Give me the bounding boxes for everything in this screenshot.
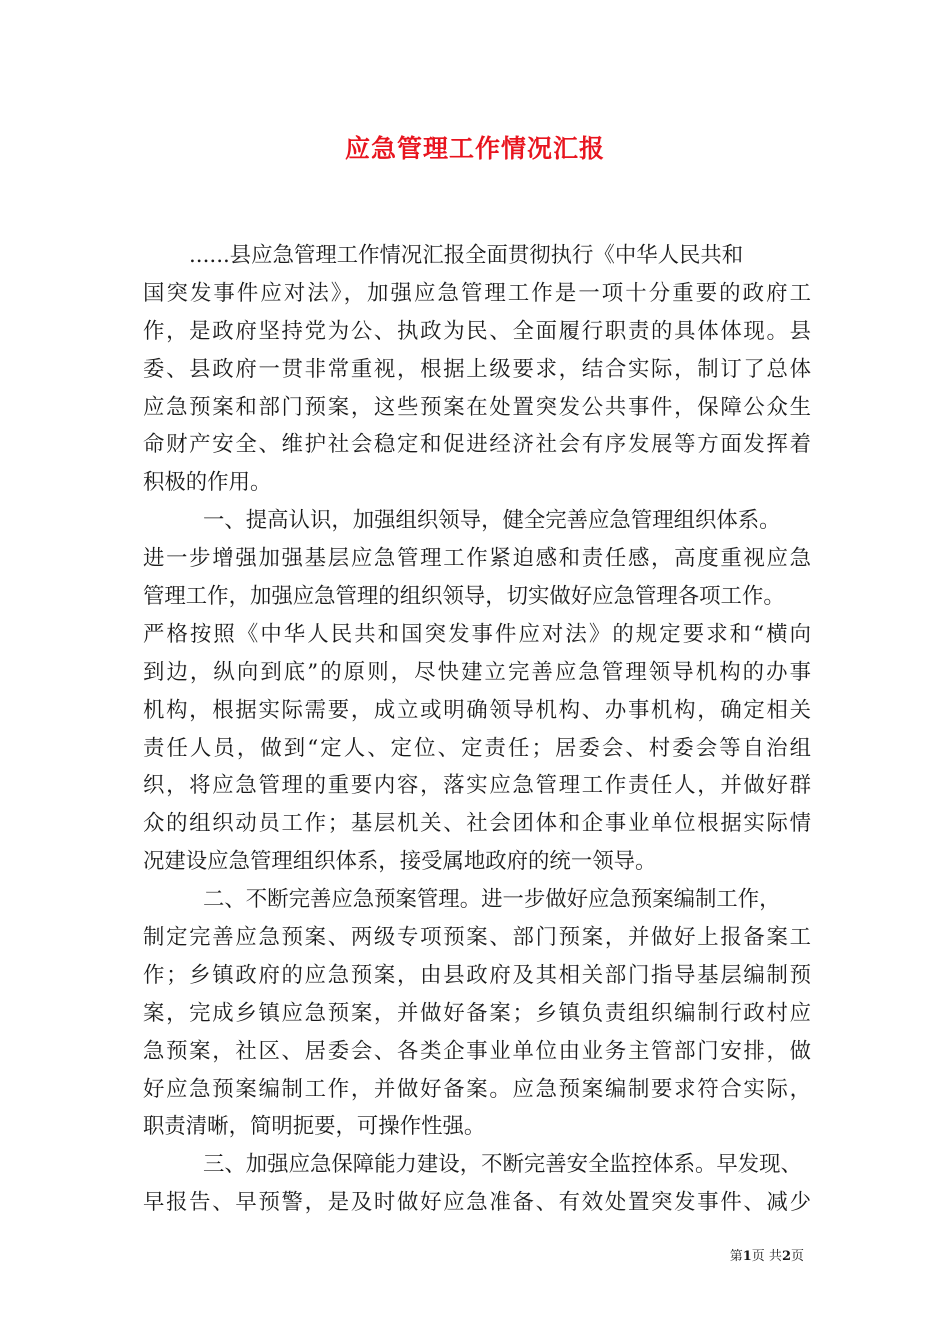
document-body (143, 237, 811, 1222)
section-two-line: 制定完善应急预案、两级专项预案、部门预案，并做好上报备案工 (143, 925, 811, 951)
total-pages-number: 2 (781, 1249, 791, 1264)
section-one-line: 机构，根据实际需要，成立或明确领导机构、办事机构，确定相关 (143, 697, 811, 723)
section-one-heading: 一、提高认识，加强组织领导，健全完善应急管理组织体系。 (203, 508, 781, 534)
section-two-line: 好应急预案编制工作，并做好备案。应急预案编制要求符合实际， (143, 1076, 811, 1102)
section-one-line: 况建设应急管理组织体系，接受属地政府的统一领导。 (143, 849, 657, 875)
document-title: 应急管理工作情况汇报 (344, 134, 605, 163)
page-number-middle: 页 共 (751, 1249, 782, 1264)
section-two-heading: 二、不断完善应急预案管理。进一步做好应急预案编制工作， (203, 887, 781, 913)
page-number-suffix: 页 (790, 1249, 804, 1264)
intro-line: 国突发事件应对法》，加强应急管理工作是一项十分重要的政府工 (143, 280, 811, 306)
section-one-line: 管理工作，加强应急管理的组织领导，切实做好应急管理各项工作。 (143, 584, 785, 610)
intro-line: 积极的作用。 (143, 470, 272, 496)
section-two-line: 案，完成乡镇应急预案，并做好备案；乡镇负责组织编制行政村应 (143, 1000, 811, 1026)
section-one-line: 严格按照《中华人民共和国突发事件应对法》的规定要求和“横向 (143, 621, 811, 647)
section-two-line: 职责清晰，简明扼要，可操作性强。 (143, 1114, 486, 1140)
intro-line: ......县应急管理工作情况汇报全面贯彻执行《中华人民共和 (189, 243, 744, 268)
page-number-prefix: 第 (729, 1249, 743, 1264)
intro-line: 应急预案和部门预案，这些预案在处置突发公共事件，保障公众生 (143, 394, 811, 420)
intro-line: 委、县政府一贯非常重视，根据上级要求，结合实际，制订了总体 (143, 356, 811, 382)
section-one-line: 织，将应急管理的重要内容，落实应急管理工作责任人，并做好群 (143, 773, 811, 799)
section-one-line: 进一步增强加强基层应急管理工作紧迫感和责任感，高度重视应急 (143, 546, 811, 572)
section-one-line: 责任人员，做到“定人、定位、定责任；居委会、村委会等自治组 (143, 735, 811, 761)
section-one-line: 众的组织动员工作；基层机关、社会团体和企事业单位根据实际情 (143, 811, 811, 837)
section-one-line: 到边，纵向到底”的原则，尽快建立完善应急管理领导机构的办事 (143, 659, 811, 685)
current-page-number: 1 (742, 1249, 752, 1264)
section-two-line: 急预案，社区、居委会、各类企事业单位由业务主管部门安排，做 (143, 1038, 811, 1064)
intro-line: 命财产安全、维护社会稳定和促进经济社会有序发展等方面发挥着 (143, 432, 811, 458)
section-three-heading: 三、加强应急保障能力建设，不断完善安全监控体系。早发现、 (203, 1152, 802, 1178)
section-two-line: 作；乡镇政府的应急预案，由县政府及其相关部门指导基层编制预 (143, 962, 811, 988)
page-number (730, 1248, 804, 1266)
section-three-line: 早报告、早预警，是及时做好应急准备、有效处置突发事件、减少 (143, 1190, 811, 1216)
intro-line: 作，是政府坚持党为公、执政为民、全面履行职责的具体体现。县 (143, 318, 811, 344)
